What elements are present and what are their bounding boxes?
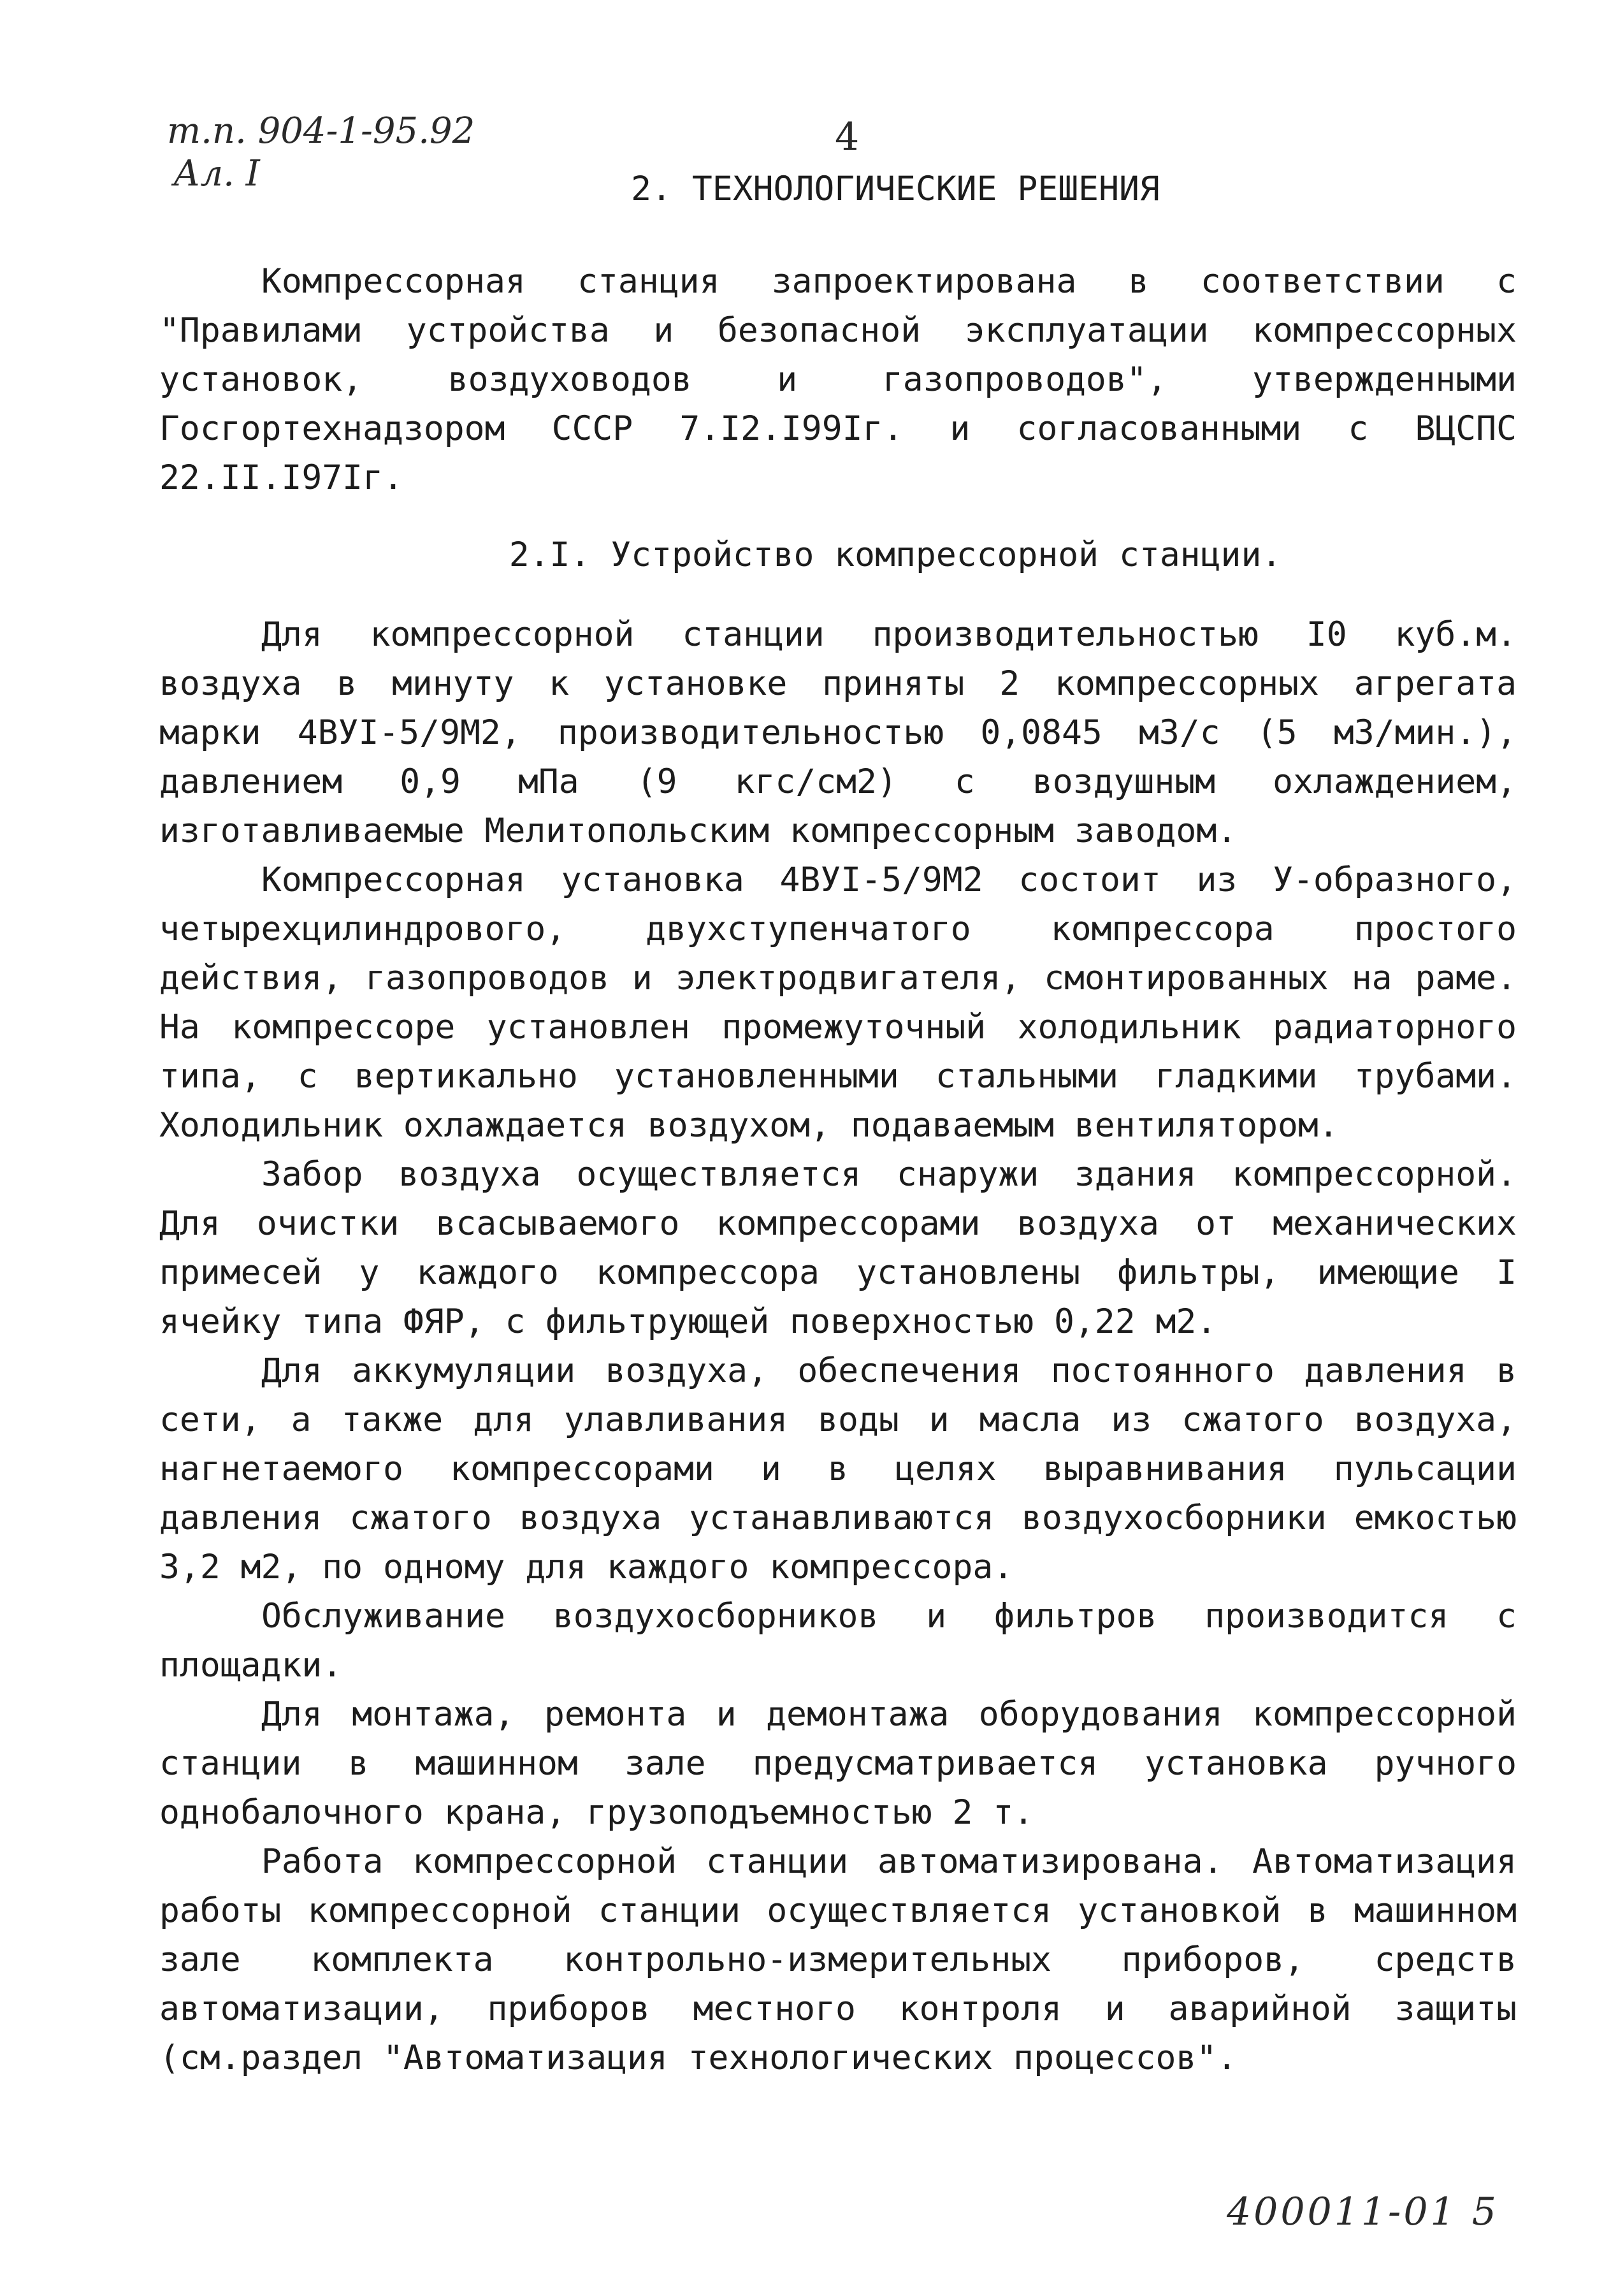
section-heading: 2. ТЕХНОЛОГИЧЕСКИЕ РЕШЕНИЯ [631,170,1160,208]
margin-note-album: Ал. I [173,153,260,194]
paragraph-compressor-units: Для компрессорной станции производительностью I0 куб.м. воздуха в минуту к установке приняты 2 компрессорных агрегата марки 4ВУI-5/9М2, производительностью 0,0845 м3/с (5 м3/мин.), давлением 0,9 мПа (9 кгс/см2) с воздушным охлаждением, изготавливаемые Мелитопольским компрессорным заводом. [159,615,1517,850]
paragraph-maintenance: Обслуживание воздухосборников и фильтров производится с площадки. [159,1597,1517,1685]
paragraph-crane: Для монтажа, ремонта и демонтажа оборудования компрессорной станции в машинном зале предусматривается установка ручного однобалочного крана, грузоподъемностью 2 т. [159,1695,1517,1832]
paragraph-air-receivers: Для аккумуляции воздуха, обеспечения постоянного давления в сети, а также для улавливания воды и масла из сжатого воздуха, нагнетаемого компрессорами и в целях выравнивания пульсации давления сжатого воздуха устанавливаются воздухосборники емкостью 3,2 м2, по одному для каждого компрессора. [159,1351,1517,1587]
footer-document-code: 400011-01 5 [1227,2190,1499,2234]
paragraph-air-intake: Забор воздуха осуществляется снаружи здания компрессорной. Для очистки всасываемого компрессорами воздуха от механических примесей у каждого компрессора установлены фильтры, имеющие I ячейку типа ФЯР, с фильтрующей поверхностью 0,22 м2. [159,1155,1517,1341]
subsection-heading: 2.I. Устройство компрессорной станции. [509,535,1282,574]
paragraph-automation: Работа компрессорной станции автоматизирована. Автоматизация работы компрессорной станции осуществляется установкой в машинном зале комплекта контрольно-измерительных приборов, средств автоматизации, приборов местного контроля и аварийной защиты (см.раздел "Автоматизация технологических процессов". [159,1842,1517,2077]
paragraph-compressor-composition: Компрессорная установка 4ВУI-5/9М2 состоит из У-образного, четырехцилиндрового, двухступенчатого компрессора простого действия, газопроводов и электродвигателя, смонтированных на раме. На компрессоре установлен промежуточный холодильник радиаторного типа, с вертикально установленными стальными гладкими трубами. Холодильник охлаждается воздухом, подаваемым вентилятором. [159,861,1517,1145]
page-number: 4 [835,115,860,159]
intro-paragraph: Компрессорная станция запроектирована в соответствии с "Правилами устройства и безопасной эксплуатации компрессорных установок, воздуховодов и газопроводов", утвержденными Госгортехнадзором СССР 7.I2.I99Iг. и согласованными с ВЦСПС 22.II.I97Iг. [159,262,1517,497]
document-body [159,164,1517,2082]
margin-note-project-code: т.п. 904-1-95.92 [167,110,475,152]
